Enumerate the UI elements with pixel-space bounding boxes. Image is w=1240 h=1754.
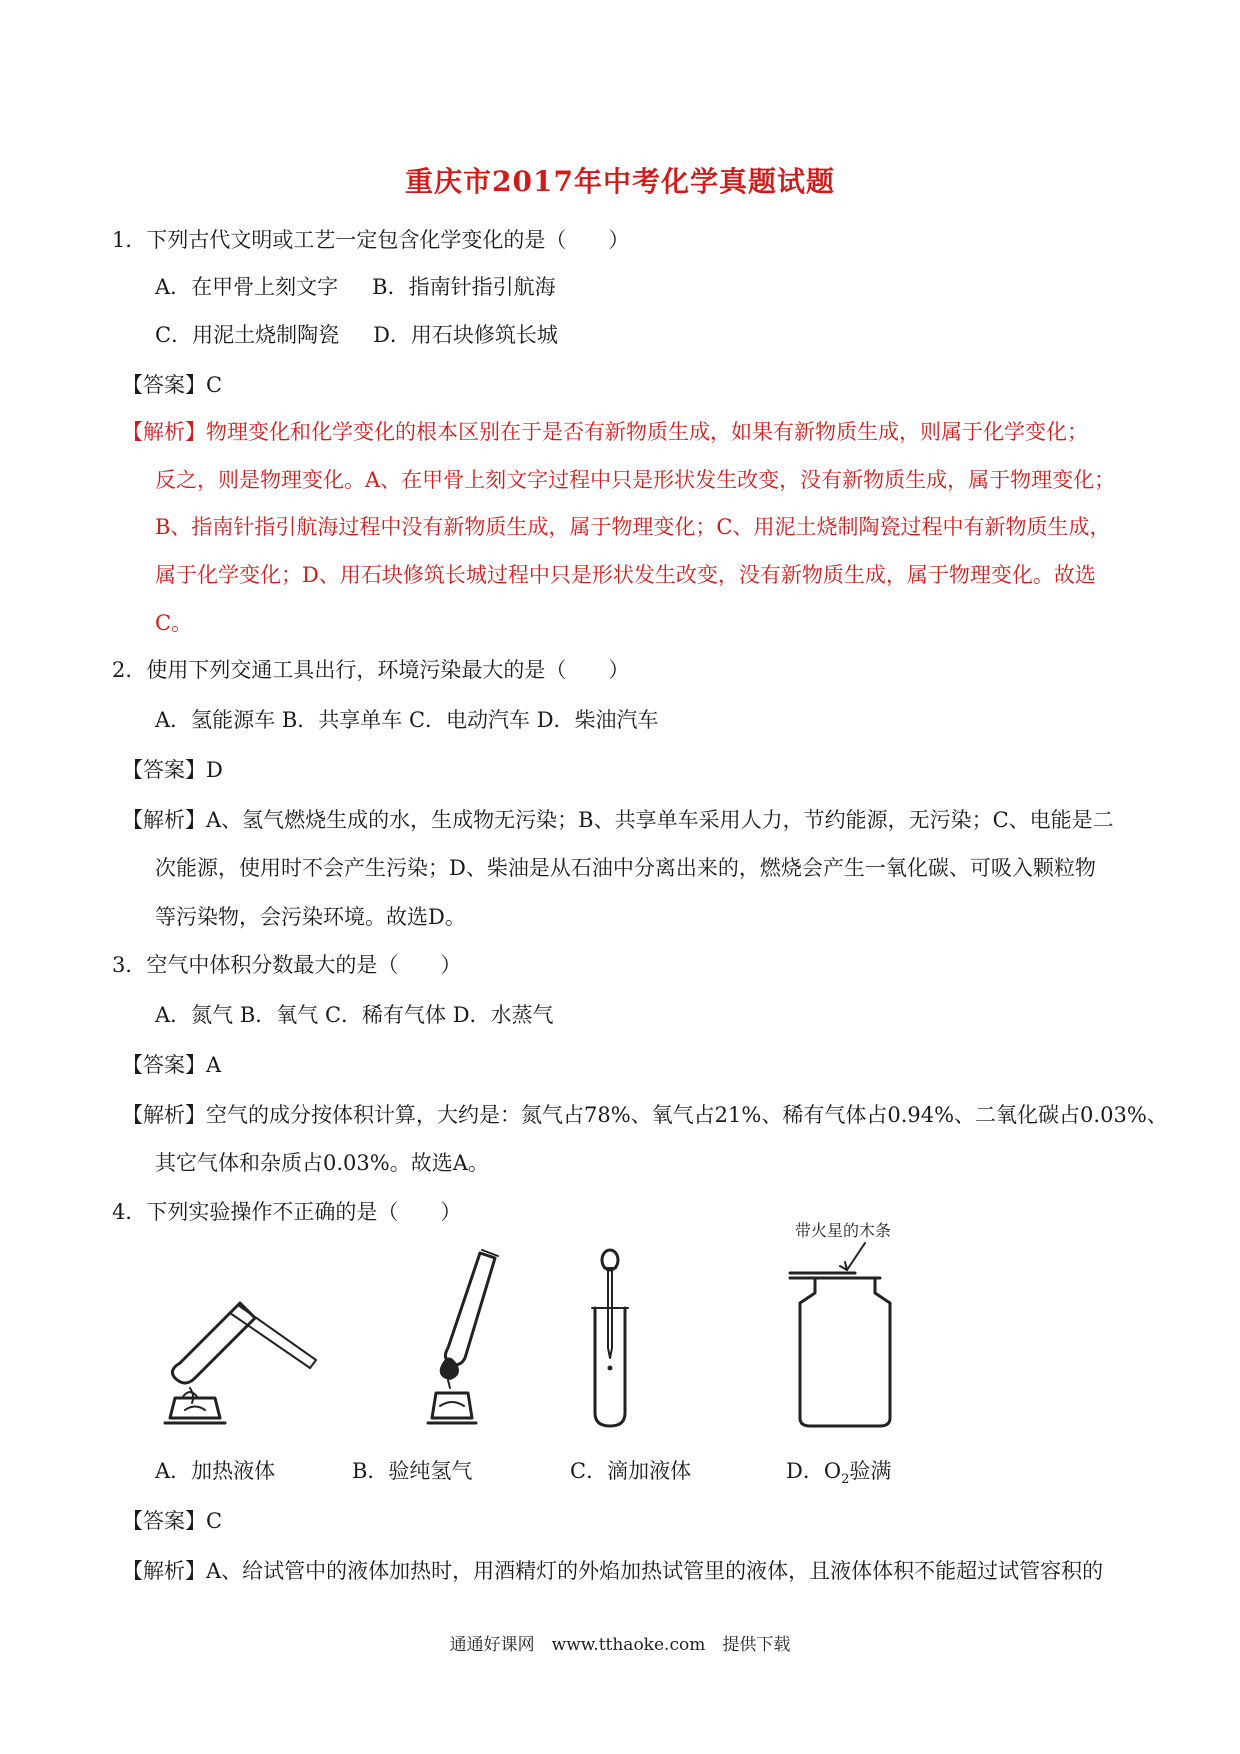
question-2-analysis — [122, 805, 1114, 835]
analysis-line-5: C。 — [155, 611, 193, 635]
heating-liquid-figure — [160, 1248, 320, 1428]
analysis-tag: 【解析】 — [122, 420, 206, 444]
analysis-line-2: 其它气体和杂质占0.03%。故选A。 — [155, 1151, 489, 1175]
option-b: B．指南针指引航海 — [372, 275, 556, 299]
experiment-figures — [0, 1221, 1240, 1428]
question-3-analysis — [122, 1100, 1168, 1130]
answer-tag: 【答案】 — [122, 373, 206, 397]
question-3-answer — [122, 1050, 221, 1080]
question-2-answer — [122, 755, 223, 785]
analysis-line-4: 属于化学变化；D、用石块修筑长城过程中只是形状发生改变，没有新物质生成，属于物理变化。故选 — [155, 563, 1096, 587]
answer-value: C — [206, 373, 223, 397]
question-1-analysis — [122, 417, 1088, 447]
dropping-liquid-figure — [580, 1248, 640, 1428]
question-1-stem: 1．下列古代文明或工艺一定包含化学变化的是（ ） — [112, 228, 630, 252]
option-d: D．用石块修筑长城 — [373, 323, 558, 347]
analysis-tag: 【解析】 — [122, 1103, 206, 1127]
answer-value: D — [206, 758, 223, 782]
caption-d-post: 验满 — [849, 1459, 892, 1483]
question-3-stem: 3．空气中体积分数最大的是（ ） — [112, 953, 462, 977]
answer-tag: 【答案】 — [122, 1053, 206, 1077]
question-3-options: A．氮气 B．氧气 C．稀有气体 D．水蒸气 — [155, 1003, 554, 1027]
page-footer: 通通好课网 www.tthaoke.com 提供下载 — [449, 1635, 791, 1655]
question-1-answer — [122, 370, 222, 400]
option-c: C．用泥土烧制陶瓷 — [155, 323, 340, 347]
glowing-splint-label: 带火星的木条 — [795, 1221, 892, 1240]
question-2-stem: 2．使用下列交通工具出行，环境污染最大的是（ ） — [112, 658, 630, 682]
question-4-analysis — [122, 1556, 1103, 1586]
analysis-line-1: A、氢气燃烧生成的水，生成物无污染；B、共享单车采用人力，节约能源，无污染；C、电能是二 — [206, 808, 1114, 832]
answer-value: C — [206, 1509, 223, 1533]
analysis-tag: 【解析】 — [122, 808, 206, 832]
caption-d — [786, 1456, 891, 1495]
question-1-options-row-2 — [155, 320, 558, 350]
analysis-line-1: 空气的成分按体积计算，大约是：氮气占78%、氧气占21%、稀有气体占0.94%、二氧化碳占0.03%、 — [206, 1103, 1168, 1127]
page-title: 重庆市2017年中考化学真题试题 — [405, 165, 835, 198]
analysis-line-1: A、给试管中的液体加热时，用酒精灯的外焰加热试管里的液体，且液体体积不能超过试管容积的 — [206, 1559, 1104, 1583]
oxygen-full-test-figure — [785, 1221, 925, 1428]
question-1-options-row-1 — [155, 272, 556, 302]
hydrogen-purity-figure — [420, 1248, 520, 1428]
caption-c: C．滴加液体 — [570, 1459, 692, 1483]
question-2-options: A．氢能源车 B．共享单车 C．电动汽车 D．柴油汽车 — [155, 708, 659, 732]
caption-a: A．加热液体 — [155, 1459, 276, 1483]
answer-tag: 【答案】 — [122, 1509, 206, 1533]
question-4-stem: 4．下列实验操作不正确的是（ ） — [112, 1200, 462, 1224]
caption-b: B．验纯氢气 — [352, 1459, 473, 1483]
question-4-answer — [122, 1506, 222, 1536]
analysis-line-2: 反之，则是物理变化。A、在甲骨上刻文字过程中只是形状发生改变，没有新物质生成，属于物理变化； — [155, 468, 1116, 492]
analysis-line-3: 等污染物，会污染环境。故选D。 — [155, 905, 466, 929]
answer-value: A — [206, 1053, 222, 1077]
analysis-line-1: 物理变化和化学变化的根本区别在于是否有新物质生成，如果有新物质生成，则属于化学变化； — [206, 420, 1088, 444]
analysis-tag: 【解析】 — [122, 1559, 206, 1583]
option-a: A．在甲骨上刻文字 — [155, 275, 339, 299]
answer-tag: 【答案】 — [122, 758, 206, 782]
caption-d-pre: D．O — [786, 1459, 842, 1483]
analysis-line-2: 次能源，使用时不会产生污染；D、柴油是从石油中分离出来的，燃烧会产生一氧化碳、可吸入颗粒物 — [155, 856, 1096, 880]
caption-d-subscript: 2 — [841, 1472, 850, 1488]
analysis-line-3: B、指南针指引航海过程中没有新物质生成，属于物理变化；C、用泥土烧制陶瓷过程中有新物质生成， — [155, 515, 1111, 539]
